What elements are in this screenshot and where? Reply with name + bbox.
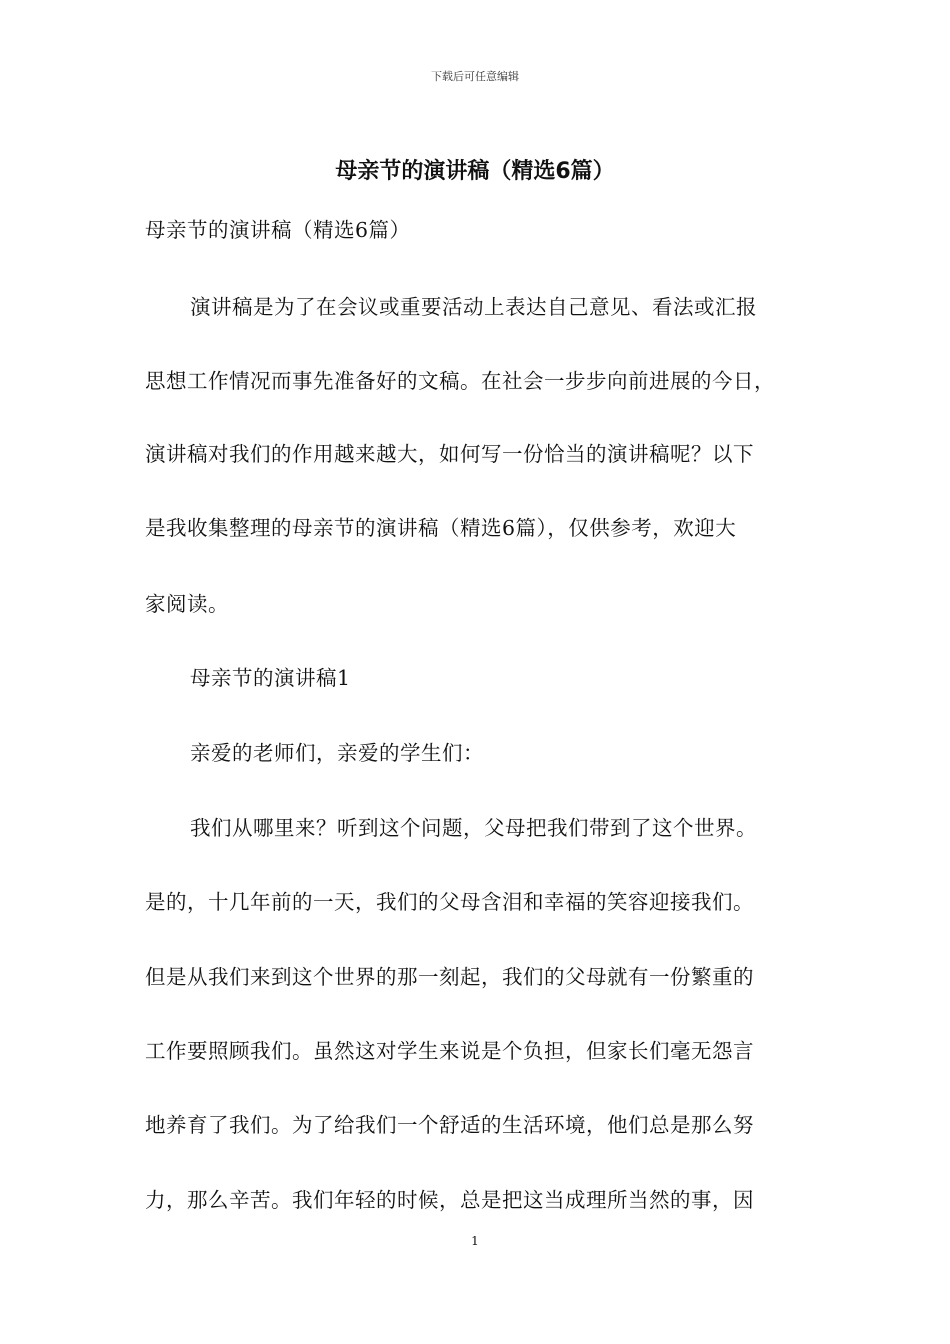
body-line-3: 但是从我们来到这个世界的那一刻起，我们的父母就有一份繁重的 [145, 965, 754, 989]
intro-line-1: 演讲稿是为了在会议或重要活动上表达自己意见、看法或汇报 [190, 295, 757, 319]
page-number: 1 [471, 1234, 479, 1248]
salutation: 亲爱的老师们，亲爱的学生们： [190, 741, 484, 765]
header-note: 下载后可任意编辑 [431, 70, 519, 83]
document-subtitle: 母亲节的演讲稿（精选6篇） [145, 218, 411, 242]
body-line-1: 我们从哪里来？听到这个问题，父母把我们带到了这个世界。 [190, 816, 757, 840]
body-line-5: 地养育了我们。为了给我们一个舒适的生活环境，他们总是那么努 [145, 1113, 754, 1137]
body-line-2: 是的，十几年前的一天，我们的父母含泪和幸福的笑容迎接我们。 [145, 890, 754, 914]
intro-line-5: 家阅读。 [145, 592, 229, 616]
intro-line-2: 思想工作情况而事先准备好的文稿。在社会一步步向前进展的今日， [145, 369, 775, 393]
intro-line-3: 演讲稿对我们的作用越来越大，如何写一份恰当的演讲稿呢？以下 [145, 442, 754, 466]
body-line-6: 力，那么辛苦。我们年轻的时候，总是把这当成理所当然的事，因 [145, 1188, 754, 1212]
intro-line-4: 是我收集整理的母亲节的演讲稿（精选6篇），仅供参考，欢迎大 [145, 516, 737, 540]
body-line-4: 工作要照顾我们。虽然这对学生来说是个负担，但家长们毫无怨言 [145, 1039, 754, 1063]
document-title: 母亲节的演讲稿（精选6篇） [335, 159, 615, 184]
section-heading: 母亲节的演讲稿1 [190, 666, 351, 690]
